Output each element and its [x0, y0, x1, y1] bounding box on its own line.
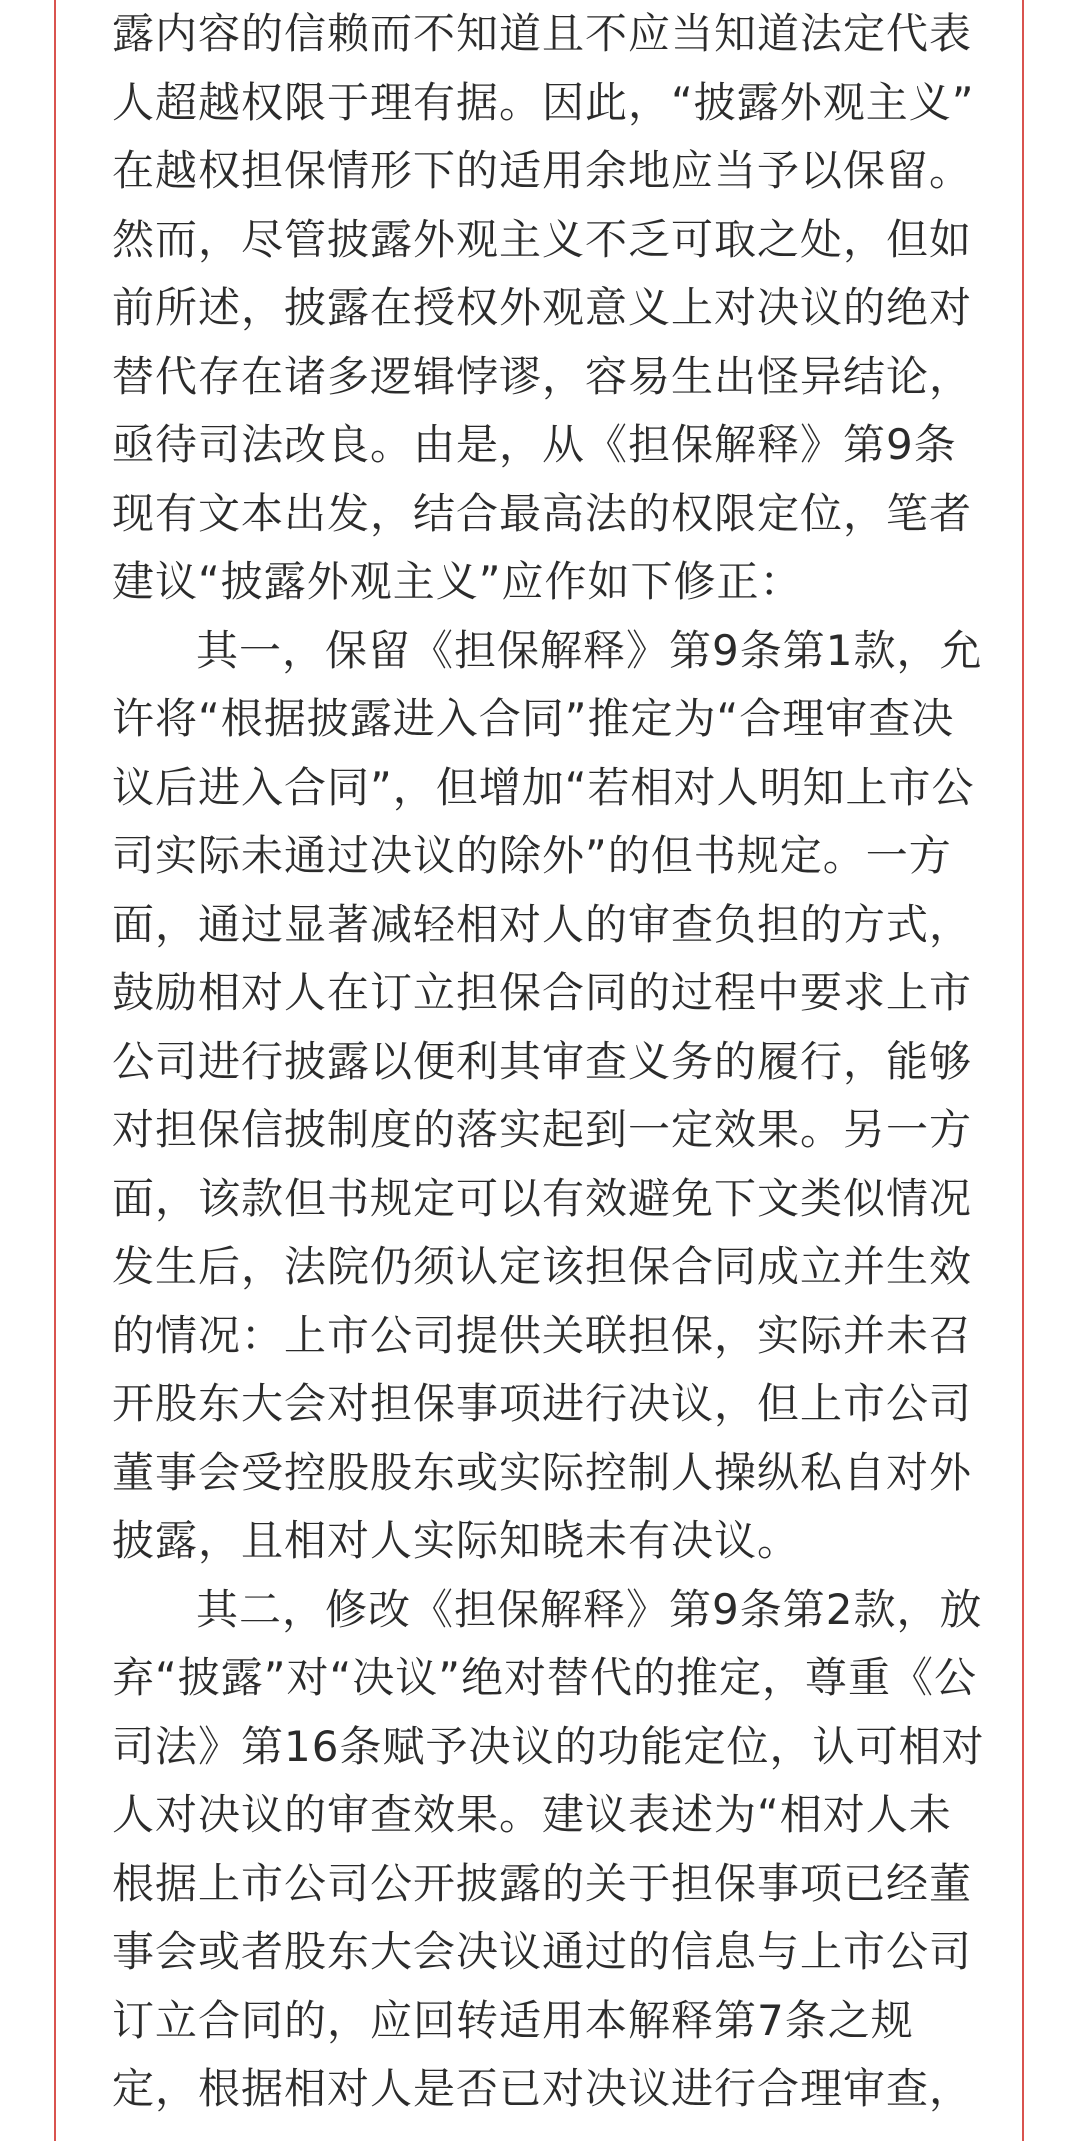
text-line: 董事会受控股股东或实际控制人操纵私自对外: [112, 1447, 973, 1497]
text-line: 面，通过显著减轻相对人的审查负担的方式，: [112, 899, 973, 949]
text-line: 人对决议的审查效果。建议表述为“相对人未: [112, 1790, 952, 1839]
text-line: 订立合同的，应回转适用本解释第7条之规: [112, 1995, 914, 2045]
text-line: 在越权担保情形下的适用余地应当予以保留。: [112, 146, 973, 195]
text-line: 对担保信披制度的落实起到一定效果。另一方: [112, 1105, 973, 1154]
text-line: 亟待司法改良。由是，从《担保解释》第9条: [112, 420, 957, 469]
text-line: 替代存在诸多逻辑悖谬，容易生出怪异结论，: [112, 351, 973, 401]
left-border-line: [54, 0, 56, 2141]
text-line: 司法》第16条赋予决议的功能定位，认可相对: [112, 1721, 985, 1771]
text-line: 露内容的信赖而不知道且不应当知道法定代表: [112, 9, 973, 58]
text-line: 定，根据相对人是否已对决议进行合理审查，: [112, 2064, 973, 2113]
text-line: 披露，且相对人实际知晓未有决议。: [112, 1516, 801, 1565]
text-line: 弃“披露”对“决议”绝对替代的推定，尊重《公: [112, 1653, 978, 1702]
text-line: 司实际未通过决议的除外”的但书规定。一方: [112, 831, 952, 880]
right-border-line: [1022, 0, 1024, 2141]
text-line: 开股东大会对担保事项进行决议，但上市公司: [112, 1379, 973, 1428]
text-line: 发生后，法院仍须认定该担保合同成立并生效: [112, 1242, 973, 1291]
article-body: [112, 0, 985, 2124]
text-line: 事会或者股东大会决议通过的信息与上市公司: [112, 1927, 973, 1976]
text-line: 根据上市公司公开披露的关于担保事项已经董: [112, 1858, 973, 1908]
text-line: 公司进行披露以便利其审查义务的履行，能够: [112, 1036, 973, 1086]
text-line: 现有文本出发，结合最高法的权限定位，笔者: [112, 488, 973, 538]
text-line: 议后进入合同”，但增加“若相对人明知上市公: [112, 762, 975, 812]
paragraph-first-line: 其二，修改《担保解释》第9条第2款，放: [196, 1584, 983, 1634]
text-line: 许将“根据披露进入合同”推定为“合理审查决: [112, 694, 955, 743]
text-line: 人超越权限于理有据。因此，“披露外观主义”: [112, 77, 975, 127]
text-line: 然而，尽管披露外观主义不乏可取之处，但如: [112, 214, 973, 264]
text-line: 面，该款但书规定可以有效避免下文类似情况: [112, 1173, 973, 1223]
text-line: 建议“披露外观主义”应作如下修正：: [112, 557, 803, 606]
paragraph-first-line: 其一，保留《担保解释》第9条第1款，允: [196, 625, 983, 675]
text-line: 鼓励相对人在订立担保合同的过程中要求上市: [112, 968, 973, 1017]
text-line: 的情况：上市公司提供关联担保，实际并未召: [112, 1310, 973, 1360]
text-line: 前所述，披露在授权外观意义上对决议的绝对: [112, 283, 973, 332]
